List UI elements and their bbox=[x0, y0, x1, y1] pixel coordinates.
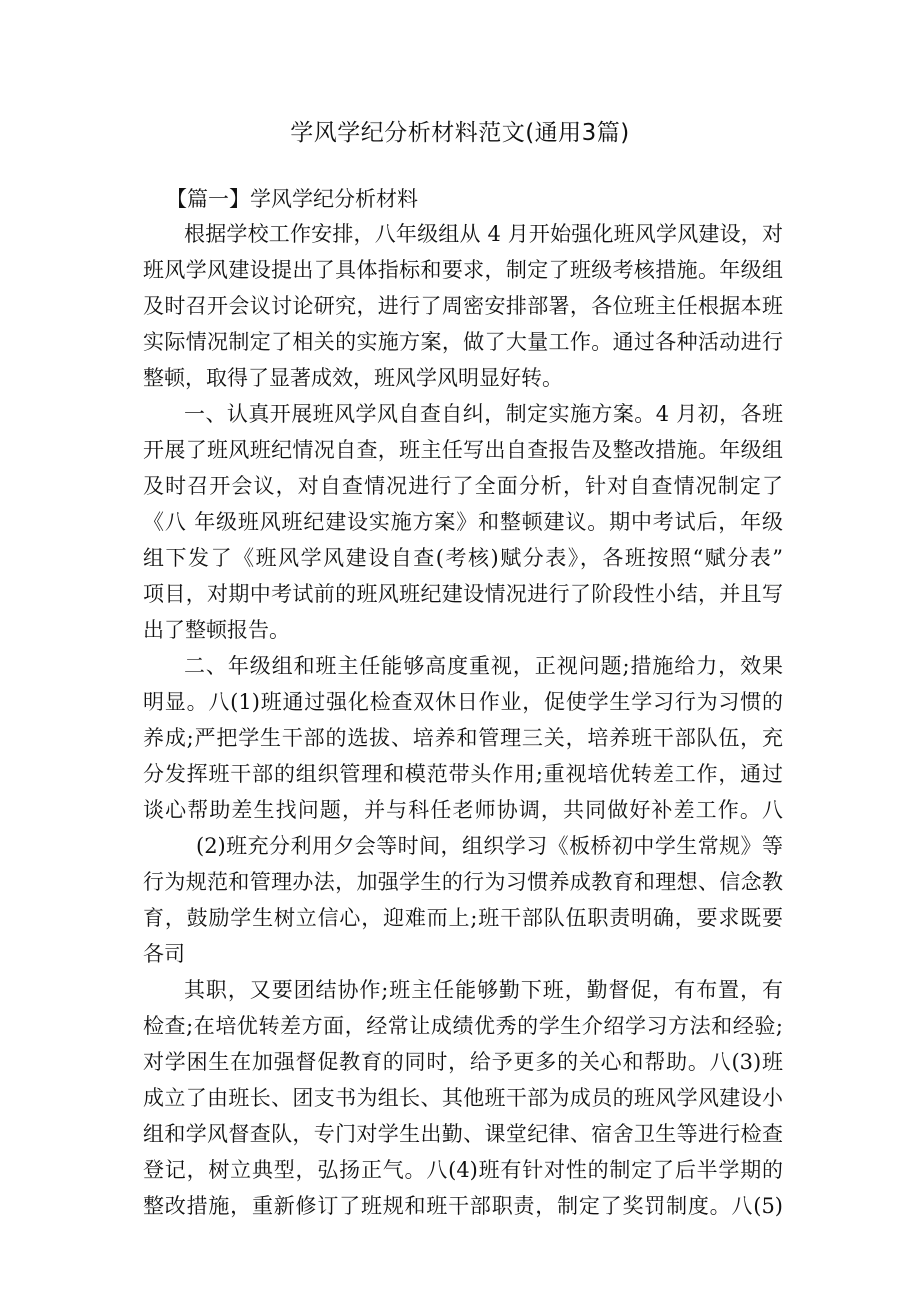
paragraph-line: 实际情况制定了相关的实施方案，做了大量工作。通过各种活动进行 bbox=[143, 330, 783, 354]
paragraph-line: 明显。八(1)班通过强化检查双休日作业，促使学生学习行为习惯的 bbox=[143, 690, 783, 714]
paragraph-line: 根据学校工作安排，八年级组从 4 月开始强化班风学风建设，对 bbox=[184, 222, 783, 246]
paragraph-line: 检查;在培优转差方面，经常让成绩优秀的学生介绍学习方法和经验; bbox=[143, 1014, 783, 1038]
paragraph-line: 行为规范和管理办法，加强学生的行为习惯养成教育和理想、信念教 bbox=[143, 870, 783, 894]
paragraph-line: 组和学风督查队，专门对学生出勤、课堂纪律、宿舍卫生等进行检查 bbox=[143, 1122, 783, 1146]
paragraph-line: 各司 bbox=[143, 942, 185, 966]
paragraph-line: 班风学风建设提出了具体指标和要求，制定了班级考核措施。年级组 bbox=[143, 258, 783, 282]
paragraph-line: 及时召开会议讨论研究，进行了周密安排部署，各位班主任根据本班 bbox=[143, 294, 783, 318]
paragraph-line: 其职，又要团结协作;班主任能够勤下班，勤督促，有布置，有 bbox=[184, 978, 783, 1002]
paragraph-line: 整改措施，重新修订了班规和班干部职责，制定了奖罚制度。八(5) bbox=[143, 1194, 783, 1218]
paragraph-line: 《八 年级班风班纪建设实施方案》和整顿建议。期中考试后，年级 bbox=[143, 510, 783, 534]
document-title: 学风学纪分析材料范文(通用3篇) bbox=[290, 120, 630, 146]
paragraph-line: 一、认真开展班风学风自查自纠，制定实施方案。4 月初，各班 bbox=[184, 402, 783, 426]
paragraph-line: 整顿，取得了显著成效，班风学风明显好转。 bbox=[143, 366, 563, 390]
paragraph-line: 分发挥班干部的组织管理和模范带头作用;重视培优转差工作，通过 bbox=[143, 762, 783, 786]
section-heading: 【篇一】学风学纪分析材料 bbox=[166, 187, 418, 211]
paragraph-line: (2)班充分利用夕会等时间，组织学习《板桥初中学生常规》等 bbox=[196, 834, 783, 858]
paragraph-line: 育，鼓励学生树立信心，迎难而上;班干部队伍职责明确，要求既要 bbox=[143, 906, 783, 930]
paragraph-line: 成立了由班长、团支书为组长、其他班干部为成员的班风学风建设小 bbox=[143, 1086, 783, 1110]
paragraph-line: 对学困生在加强督促教育的同时，给予更多的关心和帮助。八(3)班 bbox=[143, 1050, 783, 1074]
paragraph-line: 及时召开会议，对自查情况进行了全面分析，针对自查情况制定了 bbox=[143, 474, 783, 498]
paragraph-line: 组下发了《班风学风建设自查(考核)赋分表》，各班按照“赋分表” bbox=[143, 546, 783, 570]
paragraph-line: 养成;严把学生干部的选拔、培养和管理三关，培养班干部队伍，充 bbox=[143, 726, 783, 750]
paragraph-line: 谈心帮助差生找问题，并与科任老师协调，共同做好补差工作。八 bbox=[143, 798, 783, 822]
paragraph-line: 登记，树立典型，弘扬正气。八(4)班有针对性的制定了后半学期的 bbox=[143, 1158, 783, 1182]
paragraph-line: 出了整顿报告。 bbox=[143, 618, 290, 642]
paragraph-line: 项目，对期中考试前的班风班纪建设情况进行了阶段性小结，并且写 bbox=[143, 582, 783, 606]
paragraph-line: 开展了班风班纪情况自查，班主任写出自查报告及整改措施。年级组 bbox=[143, 438, 783, 462]
paragraph-line: 二、年级组和班主任能够高度重视，正视问题;措施给力，效果 bbox=[184, 654, 783, 678]
